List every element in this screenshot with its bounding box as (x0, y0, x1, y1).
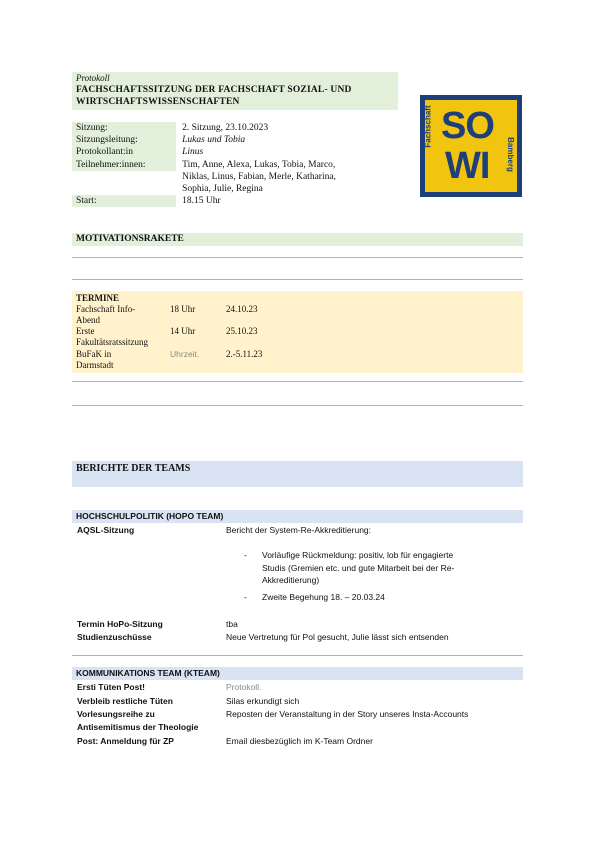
start-value: 18.15 Uhr (182, 196, 221, 207)
logo-background (425, 100, 517, 192)
divider (72, 257, 523, 258)
sitzung-label: Sitzung: (72, 122, 176, 134)
aqsl-text: Bericht der System-Re-Akkreditierung: (226, 525, 372, 535)
divider (72, 405, 523, 406)
teilnehmer-value (176, 159, 402, 196)
termin-time: Uhrzeit. (170, 349, 200, 359)
bullet-line: Akkreditierung) (262, 575, 320, 585)
termin-date: 2.-5.11.23 (226, 349, 263, 359)
kteam-row2-label: Verbleib restliche Tüten (77, 696, 173, 706)
zuschuss-label: Studienzuschüsse (77, 632, 152, 642)
termin-name-line1: Fachschaft Info- (76, 304, 136, 314)
kteam-row3-label (77, 708, 222, 733)
termine-heading: TERMINE (76, 293, 120, 303)
kteam-row4-label: Post: Anmeldung für ZP (77, 736, 174, 746)
leitung-label: Sitzungsleitung: (72, 134, 176, 146)
termin-name-line2: Darmstadt (76, 360, 114, 370)
teilnehmer-line1: Tim, Anne, Alexa, Lukas, Tobia, Marco, (182, 159, 336, 170)
termin-name-line1: BuFaK in (76, 349, 112, 359)
termin-time: 18 Uhr (170, 304, 196, 314)
kteam-row3-label-line1: Vorlesungsreihe zu (77, 709, 155, 719)
bullet-mark: - (244, 592, 247, 602)
bullet-line: Studis (Gremien etc. und gute Mitarbeit bei der Re- (262, 562, 455, 573)
session-info-table (72, 122, 402, 207)
termin-name (76, 326, 166, 348)
protocol-subtitle: Protokoll (76, 73, 110, 83)
termin-name-line1: Erste (76, 326, 95, 336)
divider (72, 381, 523, 382)
motivation-heading: MOTIVATIONSRAKETE (72, 233, 523, 246)
kteam-row3-label-line2: Antisemitismus der Theologie (77, 721, 199, 732)
hopo-heading: HOCHSCHULPOLITIK (HOPO TEAM) (72, 510, 523, 523)
divider (72, 655, 523, 656)
teilnehmer-line2: Niklas, Linus, Fabian, Merle, Katharina, (182, 171, 336, 182)
kteam-row2-value: Silas erkundigt sich (226, 696, 300, 706)
termin-date: 25.10.23 (226, 326, 258, 336)
logo-word-bottom: WI (445, 145, 490, 187)
protokoll-label: Protokollant:in (72, 146, 176, 158)
leitung-value: Lukas und Tobia (182, 135, 246, 146)
kteam-row1-value: Protokoll. (226, 682, 262, 692)
kteam-row4-value: Email diesbezüglich im K-Team Ordner (226, 736, 373, 746)
termin-name (76, 349, 166, 371)
start-label: Start: (72, 195, 176, 207)
termine-section (72, 291, 523, 373)
termin-time: 14 Uhr (170, 326, 196, 336)
protocol-title-line2: WIRTSCHAFTSWISSENSCHAFTEN (76, 97, 240, 107)
termin-name-line2: Fakultätsratssitzung (76, 337, 148, 347)
kteam-heading: KOMMUNIKATIONS TEAM (KTEAM) (72, 667, 523, 680)
termin-hopo-label: Termin HoPo-Sitzung (77, 619, 163, 629)
logo-word-top: SO (441, 105, 494, 147)
termin-name (76, 304, 166, 326)
kteam-row3-value: Reposten der Veranstaltung in der Story unseres Insta-Accounts (226, 709, 469, 719)
protokoll-value: Linus (182, 147, 204, 158)
bullet-line: Vorläufige Rückmeldung: positiv, lob für engagierte (262, 550, 454, 560)
termin-date: 24.10.23 (226, 304, 258, 314)
bullet-item: Zweite Begehung 18. – 20.03.24 (262, 592, 385, 602)
termin-name-line2: Abend (76, 315, 100, 325)
protocol-header (72, 72, 398, 110)
berichte-heading: BERICHTE DER TEAMS (72, 461, 523, 487)
aqsl-label: AQSL-Sitzung (77, 525, 135, 535)
logo-side-left: Fachschaft (423, 105, 433, 148)
sitzung-value: 2. Sitzung, 23.10.2023 (182, 123, 269, 133)
teilnehmer-line3: Sophia, Julie, Regina (182, 184, 263, 195)
info-row-protokoll (72, 146, 402, 158)
info-row-sitzung (72, 122, 402, 134)
logo-side-right: Bamberg (505, 137, 515, 172)
zuschuss-value: Neue Vertretung für Pol gesucht, Julie lässt sich entsenden (226, 632, 449, 642)
bullet-mark: - (244, 550, 247, 560)
sowi-logo (420, 95, 522, 197)
protocol-title-line1: FACHSCHAFTSSITZUNG DER FACHSCHAFT SOZIAL- UND (76, 85, 352, 95)
bullet-item (262, 549, 522, 587)
termin-hopo-value: tba (226, 619, 238, 629)
kteam-row1-label: Ersti Tüten Post! (77, 682, 146, 692)
info-row-leitung (72, 134, 402, 146)
info-row-start (72, 195, 402, 207)
teilnehmer-label: Teilnehmer:innen: (72, 159, 176, 171)
divider (72, 279, 523, 280)
info-row-teilnehmer (72, 159, 402, 196)
